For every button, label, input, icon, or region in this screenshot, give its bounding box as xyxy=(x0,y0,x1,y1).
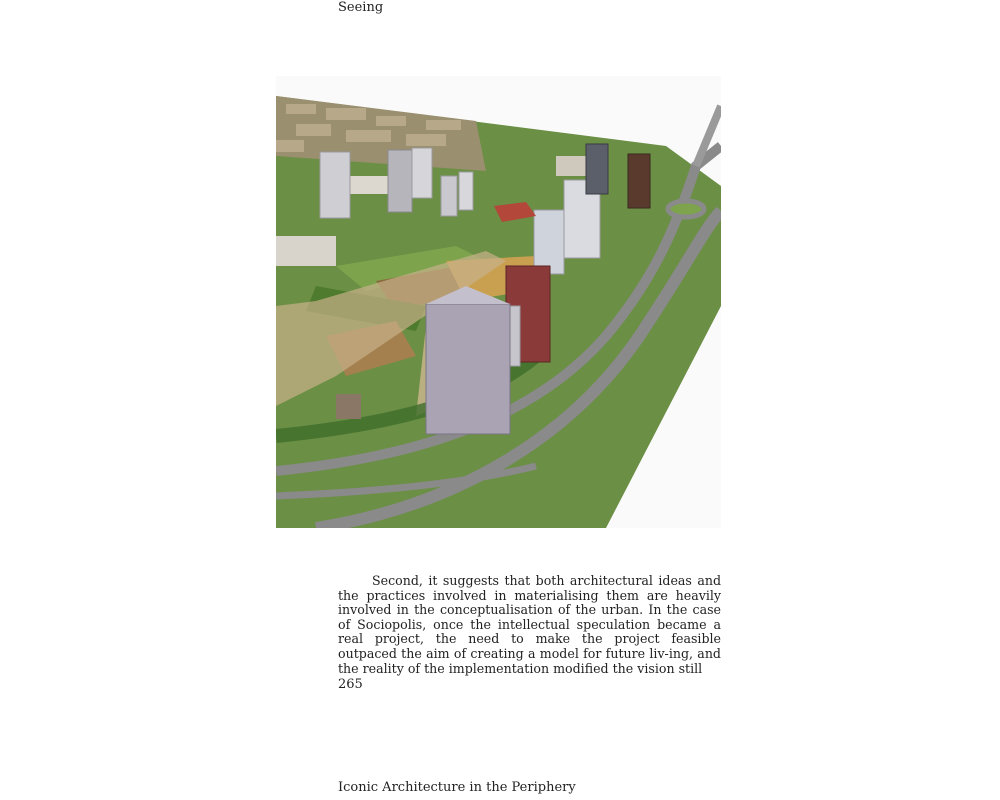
paragraph-text: Second, it suggests that both architectural ideas and the practices involved in materialising them are heavily involved in the conceptualisation of the urban. In the case of Sociopolis, once the intellectual speculation became a real project, the need to make the project feasible outpaced the aim of creating a model for future liv-ing, and the reality of the implementation modified the vision still xyxy=(338,573,721,676)
page-number: 265 xyxy=(338,677,363,692)
running-head: Seeing xyxy=(338,0,384,15)
running-foot: Iconic Architecture in the Periphery xyxy=(338,780,576,795)
aerial-rendering-figure xyxy=(276,76,721,528)
body-paragraph xyxy=(338,574,721,676)
